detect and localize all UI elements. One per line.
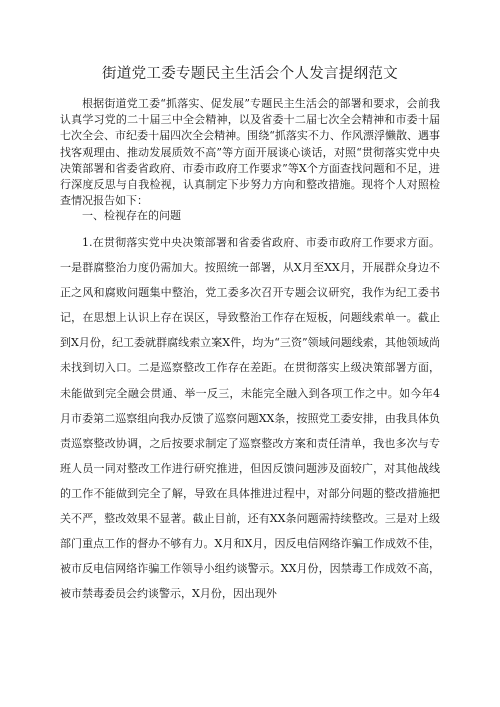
body-paragraph: 1.在贯彻落实党中央决策部署和省委省政府、市委市政府工作要求方面。一是群腐整治力度仍需加大。按照统一部署，从X月至XX月，开展群众身边不正之风和腐败问题集中整治，党工委多次召开专题会议研究，我作为纪工委书记，在思想上认识上存在误区，导致整治工作存在短板，问题线索单一。截止到X月份，纪工委就群腐线索立案X件，均为“三资”领域问题线索，其他领域尚未找到切入口。二是巡察整改工作存在差距。在贯彻落实上级决策部署方面，未能做到完全融会贯通、举一反三，未能完全融入到各项工作之中。如今年4月市委第二巡察组向我办反馈了巡察问题XX条，按照党工委安排，由我具体负责巡察整改协调，之后按要求制定了巡察整改方案和责任清单，我也多次与专班人员一同对整改工作进行研究推进，但因反馈问题涉及面较广，对其他战线的工作不能做到完全了解，导致在具体推进过程中，对部分问题的整改措施把关不严，整改效果不显著。截止目前，还有XX条问题需持续整改。三是对上级部门重点工作的督办不够有力。X月和X月，因反电信网络诈骗工作成效不佳，被市反电信网络诈骗工作领导小组约谈警示。XX月份，因禁毒工作成效不高，被市禁毒委员会约谈警示，X月份，因出现外 bbox=[60, 236, 440, 601]
section-heading: 一、检视存在的问题 bbox=[82, 209, 181, 222]
intro-paragraph: 根据街道党工委“抓落实、促发展”专题民主生活会的部署和要求，会前我认真学习党的二十届三中全会精神，以及省委十二届七次全会精神和市委十届七次全会、市纪委十届四次全会精神。围绕“抓落实不力、作风漂浮懒散、遇事找客观理由、推动发展质效不高”等方面开展谈心谈话，对照“贯彻落实党中央决策部署和省委省政府、市委市政府工作要求”等X个方面查找问题和不足，进行深度反思与自我检视，认真制定下步努力方向和整改措施。现将个人对照检查情况报告如下： bbox=[60, 97, 440, 208]
document-title: 街道党工委专题民主生活会个人发言提纲范文 bbox=[102, 66, 398, 82]
